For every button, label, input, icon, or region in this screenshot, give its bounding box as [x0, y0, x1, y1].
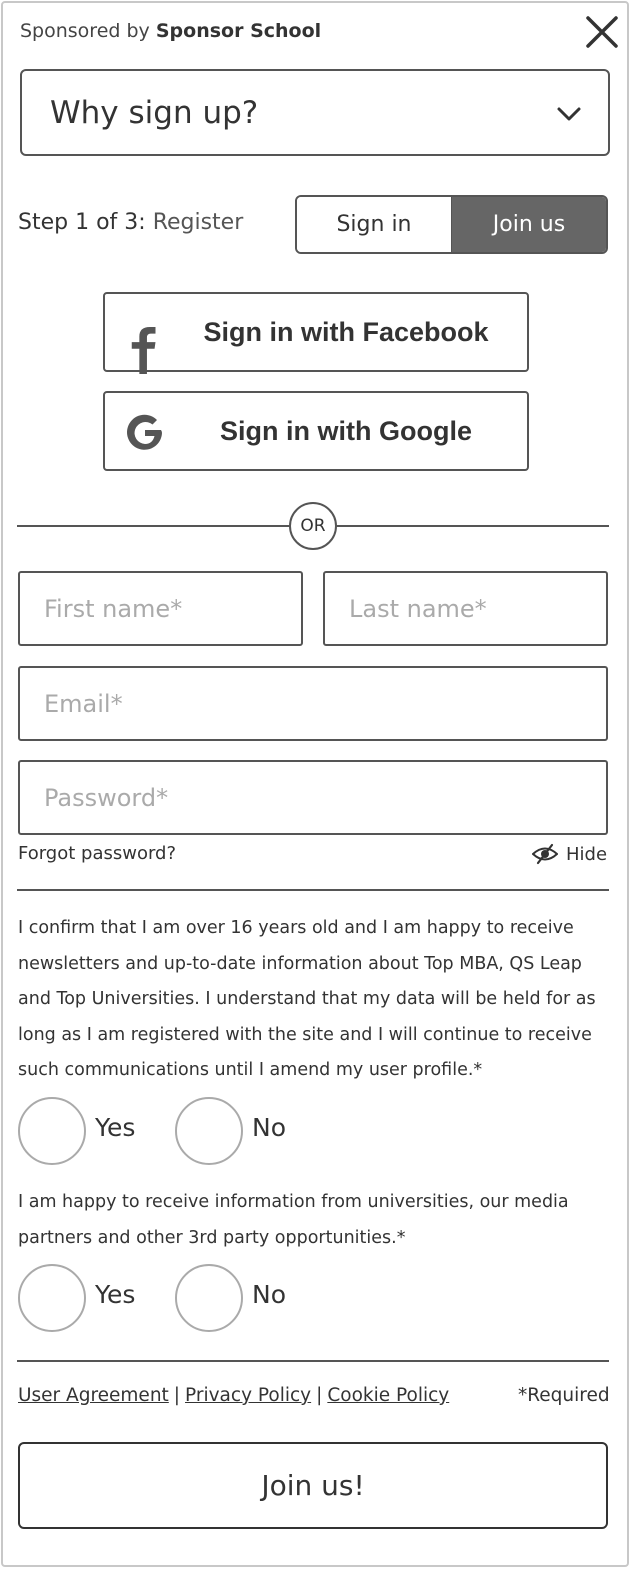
join-us-submit-button[interactable]: Join us! — [18, 1442, 608, 1529]
google-icon — [125, 413, 165, 453]
consent-newsletter-no-radio[interactable] — [175, 1097, 243, 1165]
sponsor-name: Sponsor School — [155, 20, 322, 42]
privacy-policy-link[interactable]: Privacy Policy — [185, 1385, 312, 1406]
radio-label-yes: Yes — [95, 1280, 136, 1309]
radio-label-no: No — [252, 1113, 286, 1142]
hide-password-toggle[interactable] — [532, 843, 607, 865]
radio-label-yes: Yes — [95, 1113, 136, 1142]
consent-newsletter-text: I confirm that I am over 16 years old and I am happy to receive newsletters and up-to-date information about Top MBA, QS Leap and Top Universities. I understand that my data will be held for as long as I am registered with the site and I will continue to receive such communications until I amend my user profile.* — [18, 918, 596, 1080]
email-input[interactable] — [18, 666, 608, 741]
last-name-input[interactable] — [323, 571, 608, 646]
facebook-icon — [127, 316, 165, 374]
tab-join-us[interactable]: Join us — [452, 197, 606, 252]
divider-line — [17, 1360, 609, 1362]
consent-third-party-text: I am happy to receive information from universities, our media partners and other 3rd party opportunities.* — [18, 1192, 569, 1248]
why-sign-up-label: Why sign up? — [50, 94, 259, 131]
eye-slash-icon — [532, 843, 558, 865]
chevron-down-icon — [556, 101, 582, 127]
why-sign-up-dropdown[interactable] — [20, 69, 610, 156]
forgot-password-link[interactable]: Forgot password? — [18, 843, 177, 864]
sponsored-prefix: Sponsored by — [20, 20, 150, 42]
link-separator: | — [316, 1385, 323, 1406]
radio-label-no: No — [252, 1280, 286, 1309]
cookie-policy-link[interactable]: Cookie Policy — [327, 1385, 450, 1406]
consent-newsletter-yes-radio[interactable] — [18, 1097, 86, 1165]
link-separator: | — [173, 1385, 181, 1406]
first-name-input[interactable] — [18, 571, 303, 646]
required-note: *Required — [518, 1385, 610, 1406]
consent-third-party-no-radio[interactable] — [175, 1264, 243, 1332]
google-button-label: Sign in with Google — [220, 415, 472, 446]
consent-third-party-yes-radio[interactable] — [18, 1264, 86, 1332]
auth-mode-toggle — [295, 195, 608, 254]
facebook-sign-in-button[interactable] — [103, 292, 529, 372]
password-input[interactable] — [18, 760, 608, 835]
legal-links — [18, 1385, 449, 1406]
or-divider-badge: OR — [289, 502, 337, 550]
step-prefix: Step 1 of 3: — [18, 210, 146, 235]
google-sign-in-button[interactable] — [103, 391, 529, 471]
step-indicator — [18, 210, 243, 235]
user-agreement-link[interactable]: User Agreement — [18, 1385, 169, 1406]
sponsor-line — [20, 20, 321, 42]
facebook-button-label: Sign in with Facebook — [203, 316, 489, 347]
hide-label: Hide — [566, 843, 608, 865]
divider-line — [17, 889, 609, 891]
close-icon[interactable] — [584, 14, 620, 50]
tab-sign-in[interactable]: Sign in — [297, 197, 452, 252]
step-name: Register — [152, 210, 244, 235]
